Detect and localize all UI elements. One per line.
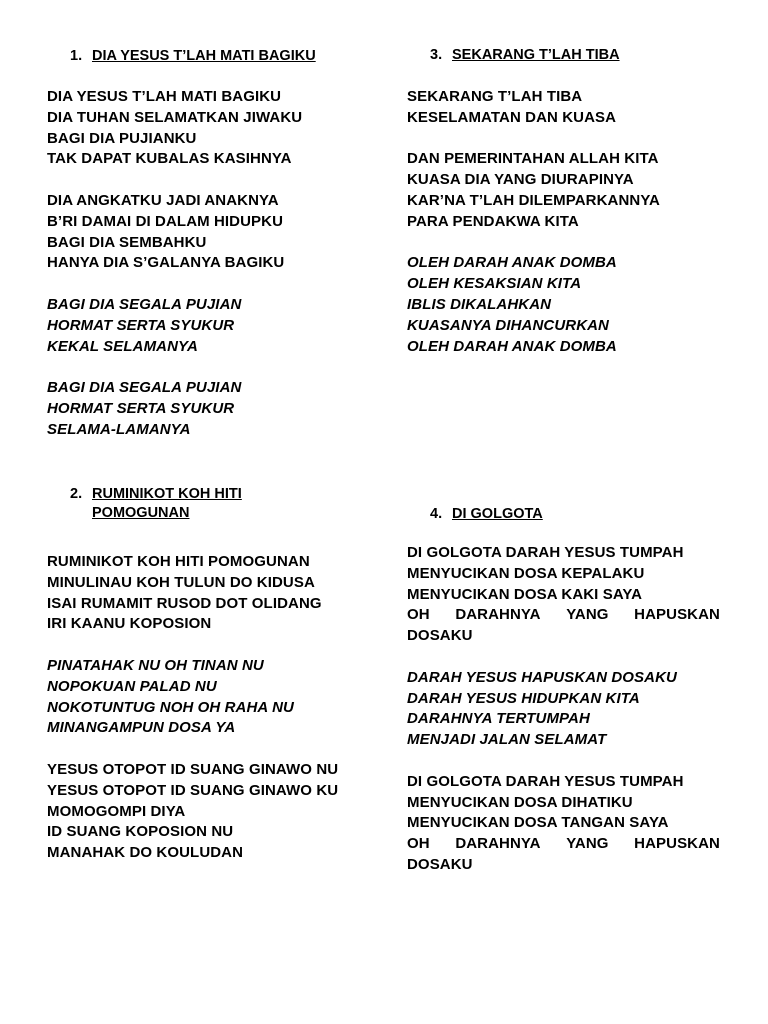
stanza-gap [47, 274, 377, 295]
lyric-line: KESELAMATAN DAN KUASA [407, 108, 617, 126]
lyric-line: YESUS OTOPOT ID SUANG GINAWO NU [47, 760, 339, 778]
justified-lyric-line [407, 605, 720, 626]
lyric-word: HAPUSKAN [634, 606, 720, 624]
lyric-line: MENYUCIKAN DOSA KEPALAKU [407, 564, 645, 582]
lyric-line: DI GOLGOTA DARAH YESUS TUMPAH [407, 772, 684, 790]
lyric-word: YANG [566, 835, 609, 853]
lyric-line: MENYUCIKAN DOSA DIHATIKU [407, 793, 633, 811]
chorus-line: KUASANYA DIHANCURKAN [407, 316, 609, 334]
lyric-word: OH [407, 835, 430, 853]
chorus-line: PINATAHAK NU OH TINAN NU [47, 656, 264, 674]
song-2-number: 2. [70, 486, 83, 502]
stanza-gap [407, 751, 720, 772]
song-3-title: SEKARANG T’LAH TIBA [452, 47, 620, 63]
lyric-line: MENYUCIKAN DOSA TANGAN SAYA [407, 814, 669, 832]
lyric-line: RUMINIKOT KOH HITI POMOGUNAN [47, 553, 310, 570]
song-1-title: DIA YESUS T’LAH MATI BAGIKU [92, 48, 316, 64]
lyric-line: DAN PEMERINTAHAN ALLAH KITA [407, 150, 659, 168]
lyric-line: ISAI RUMAMIT RUSOD DOT OLIDANG [47, 594, 322, 612]
stanza-gap [407, 647, 720, 668]
lyric-line: SEKARANG T’LAH TIBA [407, 88, 583, 105]
chorus-line: IBLIS DIKALAHKAN [407, 295, 552, 313]
lyric-line: TAK DAPAT KUBALAS KASIHNYA [47, 150, 292, 168]
song-4-title: DI GOLGOTA [452, 506, 543, 522]
lyric-line: DI GOLGOTA DARAH YESUS TUMPAH [407, 544, 684, 561]
lyric-line: MANAHAK DO KOULUDAN [47, 844, 244, 862]
lyric-word: HAPUSKAN [634, 835, 720, 853]
chorus-line: BAGI DIA SEGALA PUJIAN [47, 295, 242, 313]
chorus-line: DARAHNYA TERTUMPAH [407, 710, 590, 728]
song-3 [407, 46, 727, 357]
lyric-line: PARA PENDAKWA KITA [407, 212, 579, 230]
chorus-line: NOKOTUNTUG NOH OH RAHA NU [47, 698, 294, 716]
chorus-line: OLEH DARAH ANAK DOMBA [407, 337, 617, 355]
song-2 [47, 485, 377, 864]
song-1-number: 1. [70, 48, 83, 64]
lyric-line: MOMOGOMPI DIYA [47, 802, 186, 820]
chorus-line: DARAH YESUS HIDUPKAN KITA [407, 689, 640, 707]
lyric-line: DIA ANGKATKU JADI ANAKNYA [47, 191, 279, 209]
stanza-gap [47, 739, 377, 760]
stanza-gap [47, 635, 377, 656]
lyric-word: DARAHNYA [455, 606, 541, 624]
lyric-line: ID SUANG KOPOSION NU [47, 823, 234, 841]
song-4-number: 4. [430, 506, 443, 522]
chorus-line: HORMAT SERTA SYUKUR [47, 316, 235, 334]
lyric-line: DIA TUHAN SELAMATKAN JIWAKU [47, 108, 303, 126]
song-4 [407, 505, 720, 876]
song-1 [47, 47, 377, 441]
song-3-heading [430, 46, 727, 65]
chorus-line: SELAMA-LAMANYA [47, 420, 191, 438]
lyric-line: DIA YESUS T’LAH MATI BAGIKU [47, 88, 282, 105]
chorus-line: BAGI DIA SEGALA PUJIAN [47, 379, 242, 397]
lyric-line: B’RI DAMAI DI DALAM HIDUPKU [47, 212, 284, 230]
chorus-line: KEKAL SELAMANYA [47, 337, 198, 355]
song-3-number: 3. [430, 47, 443, 63]
lyric-line: MENYUCIKAN DOSA KAKI SAYA [407, 585, 643, 603]
chorus-line: NOPOKUAN PALAD NU [47, 677, 217, 695]
chorus-line: HORMAT SERTA SYUKUR [47, 399, 235, 417]
lyric-line: DOSAKU [407, 627, 473, 645]
lyric-line: BAGI DIA PUJIANKU [47, 129, 197, 147]
stanza-gap [407, 233, 727, 254]
song-4-heading [430, 505, 720, 524]
lyric-line: IRI KAANU KOPOSION [47, 615, 212, 633]
stanza-gap [407, 129, 727, 150]
justified-lyric-line [407, 834, 720, 855]
chorus-line: MENJADI JALAN SELAMAT [407, 731, 607, 749]
song-2-title: RUMINIKOT KOH HITI POMOGUNAN [92, 486, 242, 521]
chorus-line: OLEH DARAH ANAK DOMBA [407, 254, 617, 272]
chorus-line: MINANGAMPUN DOSA YA [47, 719, 236, 737]
lyric-word: YANG [566, 606, 609, 624]
lyric-line: YESUS OTOPOT ID SUANG GINAWO KU [47, 781, 339, 799]
stanza-gap [47, 357, 377, 378]
lyric-line: KAR’NA T’LAH DILEMPARKANNYA [407, 191, 660, 209]
lyric-word: DARAHNYA [455, 835, 541, 853]
lyric-line: DOSAKU [407, 855, 473, 873]
lyric-line: MINULINAU KOH TULUN DO KIDUSA [47, 573, 315, 591]
song-2-heading [70, 485, 377, 523]
chorus-line: DARAH YESUS HAPUSKAN DOSAKU [407, 668, 677, 686]
lyric-line: KUASA DIA YANG DIURAPINYA [407, 171, 634, 189]
chorus-line: OLEH KESAKSIAN KITA [407, 275, 582, 293]
lyric-line: HANYA DIA S’GALANYA BAGIKU [47, 254, 285, 272]
lyric-word: OH [407, 606, 430, 624]
stanza-gap [47, 170, 377, 191]
song-1-heading [70, 47, 377, 66]
lyric-line: BAGI DIA SEMBAHKU [47, 233, 207, 251]
